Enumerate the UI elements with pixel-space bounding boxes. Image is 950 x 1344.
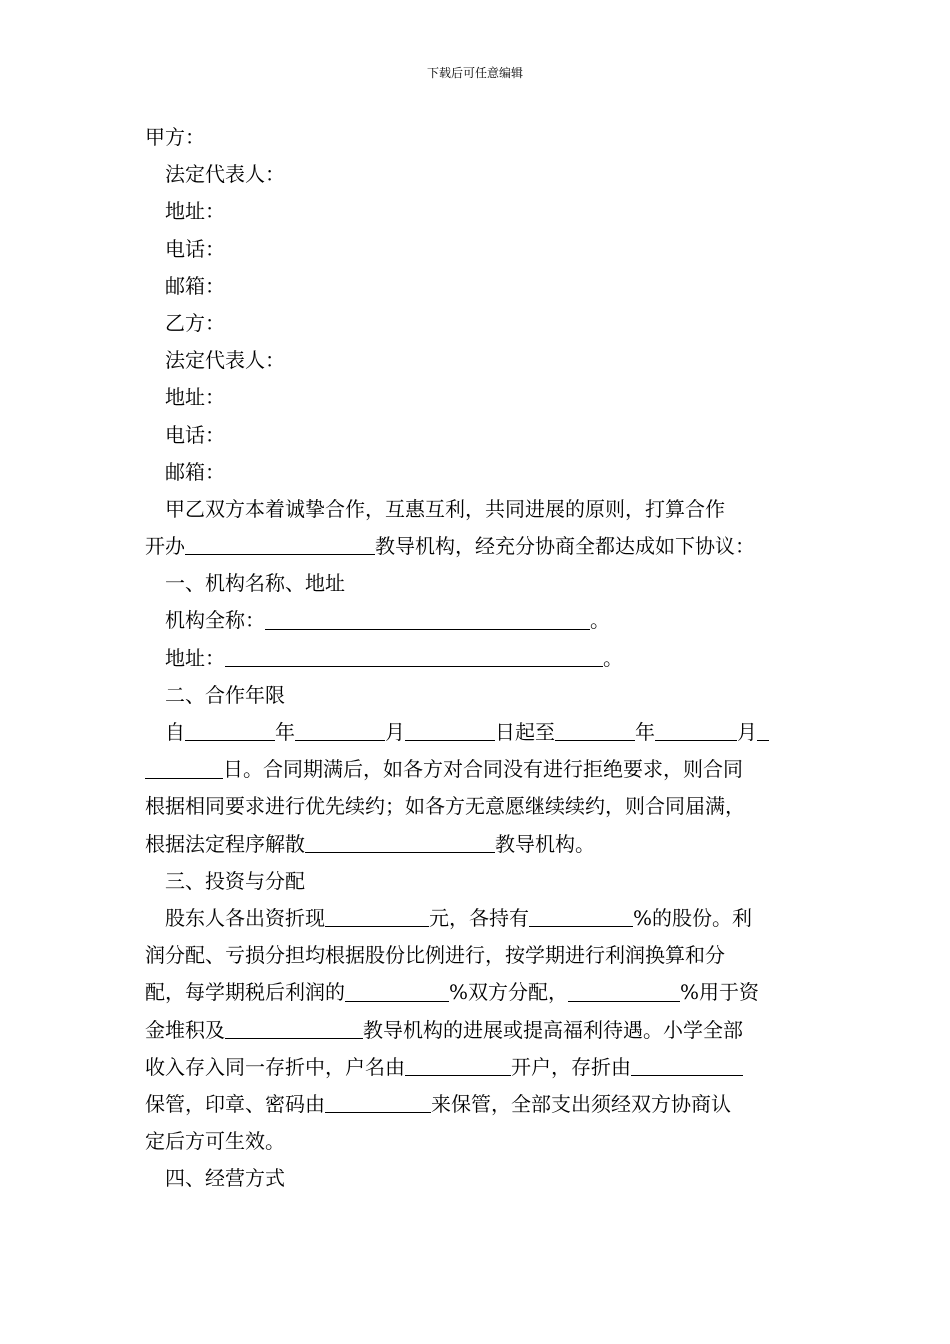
accumulation-text-a: 金堆积及: [145, 1017, 225, 1042]
start-year-blank: [185, 720, 275, 741]
section-4-heading: 四、经营方式: [165, 1166, 285, 1191]
address-blank: [225, 646, 603, 667]
intro-text-b: 教导机构，经充分协商全都达成如下协议：: [375, 534, 755, 559]
party-b-phone: 电话：: [165, 422, 225, 447]
party-b-rep: 法定代表人：: [165, 348, 285, 373]
address-end: 。: [603, 645, 623, 670]
party-a-title: 甲方：: [145, 125, 205, 149]
end-year-blank: [555, 720, 635, 741]
party-a-rep: 法定代表人：: [165, 162, 285, 187]
term-text-renewal: 日。合同期满后，如各方对合同没有进行拒绝要求，则合同: [223, 757, 743, 782]
term-text-until: 日起至: [495, 720, 555, 744]
accumulation-institution-blank: [225, 1018, 363, 1039]
investment-line-7: 定后方可生效。: [145, 1129, 285, 1154]
start-month-blank: [295, 720, 385, 741]
end-day-blank: [145, 758, 223, 779]
institution-address-line: [145, 640, 825, 677]
term-line-4: [145, 826, 825, 863]
investment-text-c: %的股份。利: [633, 905, 753, 930]
party-b-title: 乙方：: [165, 310, 225, 335]
intro-line-1: 甲乙双方本着诚挚合作，互惠互利，共同进展的原则，打算合作: [165, 496, 725, 521]
party-b-address: 地址：: [165, 385, 225, 410]
investment-text-b: 元，各持有: [429, 905, 529, 930]
reserve-percent-blank: [568, 981, 680, 1002]
account-text-a: 收入存入同一存折中，户名由: [145, 1054, 405, 1079]
term-line-2: [145, 751, 825, 788]
term-text-month-2: 月: [737, 720, 757, 744]
investment-line-1: [145, 900, 825, 937]
term-text-year-2: 年: [635, 720, 655, 744]
intro-line-2: [145, 528, 825, 565]
fullname-label: 机构全称：: [165, 608, 265, 633]
investment-line-6: [145, 1086, 825, 1123]
accumulation-text-b: 教导机构的进展或提高福利待遇。小学全部: [363, 1017, 743, 1042]
seal-keeper-blank: [325, 1092, 431, 1113]
section-1-heading: 一、机构名称、地址: [165, 571, 345, 596]
end-day-blank-start: [757, 720, 769, 741]
fullname-end: 。: [590, 608, 610, 633]
party-a-phone: 电话：: [165, 236, 225, 261]
institution-name-blank: [185, 534, 375, 555]
page-header: 下载后可任意编辑: [426, 66, 523, 80]
dissolve-text: 根据法定程序解散: [145, 831, 305, 856]
start-day-blank: [405, 720, 495, 741]
section-3-heading: 三、投资与分配: [165, 868, 305, 893]
section-2-heading: 二、合作年限: [165, 682, 285, 707]
profit-split-percent-blank: [345, 981, 449, 1002]
term-text-year: 年: [275, 720, 295, 744]
investment-text-a: 股东人各出资折现: [165, 905, 325, 930]
capital-amount-blank: [325, 906, 429, 927]
share-percent-blank: [529, 906, 633, 927]
investment-line-5: [145, 1049, 825, 1086]
party-b-email: 邮箱：: [165, 459, 225, 484]
end-month-blank: [655, 720, 737, 741]
seal-text-b: 来保管，全部支出须经双方协商认: [431, 1091, 731, 1116]
dissolve-text-end: 教导机构。: [495, 831, 595, 856]
party-a-email: 邮箱：: [165, 273, 225, 298]
account-text-b: 开户，存折由: [511, 1054, 631, 1079]
investment-line-3: [145, 974, 825, 1011]
seal-text-a: 保管，印章、密码由: [145, 1091, 325, 1116]
contract-body: [145, 119, 825, 1197]
investment-line-4: [145, 1012, 825, 1049]
term-line-3: 根据相同要求进行优先续约；如各方无意愿继续续约，则合同届满，: [145, 794, 745, 819]
profit-text-a: 配，每学期税后利润的: [145, 980, 345, 1005]
account-holder-blank: [405, 1055, 511, 1076]
profit-text-c: %用于资: [680, 980, 760, 1005]
institution-fullname-line: [145, 602, 825, 639]
dissolve-institution-blank: [305, 832, 495, 853]
term-text-from: 自: [165, 720, 185, 744]
address-label: 地址：: [165, 645, 225, 670]
party-a-address: 地址：: [165, 199, 225, 224]
term-text-month: 月: [385, 720, 405, 744]
passbook-keeper-blank: [631, 1055, 743, 1076]
intro-text-a: 开办: [145, 534, 185, 559]
profit-text-b: %双方分配，: [449, 980, 569, 1005]
term-line-1: [145, 714, 825, 751]
investment-line-2: 润分配、亏损分担均根据股份比例进行，按学期进行利润换算和分: [145, 943, 725, 968]
fullname-blank: [265, 609, 590, 630]
